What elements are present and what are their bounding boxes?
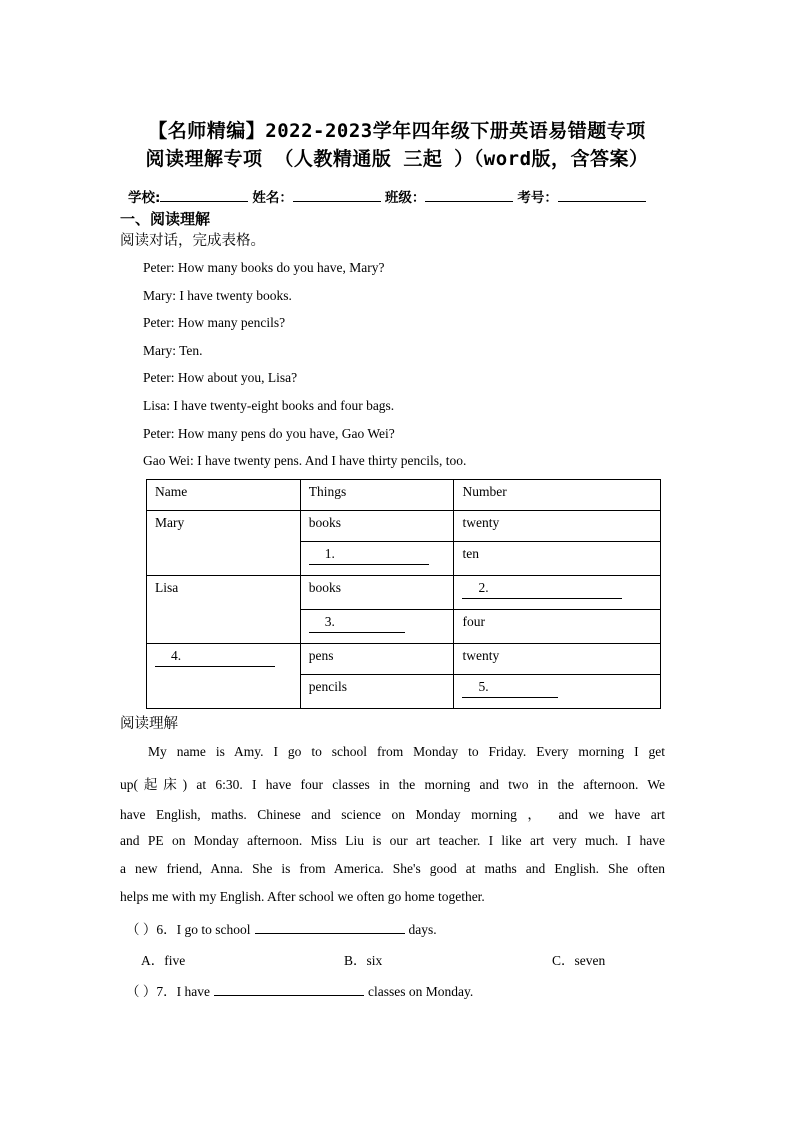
cell-blank-5 bbox=[454, 675, 661, 709]
cell-pens: pens bbox=[300, 644, 454, 675]
section-2-heading: 阅读理解 bbox=[120, 716, 178, 732]
table-row bbox=[147, 576, 661, 610]
option-b[interactable]: B．six bbox=[344, 953, 383, 968]
section-1-heading: 一、阅读理解 bbox=[120, 210, 211, 228]
exam-no-label: 考号： bbox=[517, 190, 558, 206]
dialogue-line: Peter: How about you, Lisa? bbox=[143, 370, 298, 385]
cell-lisa-books: books bbox=[300, 576, 454, 610]
table-header-row bbox=[147, 480, 661, 511]
passage-line: helps me with my English. After school we often go home together. bbox=[120, 889, 485, 904]
passage-line: My name is Amy. I go to school from Monday to Friday. Every morning I get bbox=[148, 744, 665, 759]
passage-line: have English, maths. Chinese and science on Monday morning ， and we have art bbox=[120, 807, 665, 822]
name-label: 姓名： bbox=[252, 190, 293, 206]
dialogue-line: Peter: How many books do you have, Mary? bbox=[143, 260, 385, 275]
class-label: 班级： bbox=[384, 190, 426, 206]
dialogue-line: Mary: I have twenty books. bbox=[143, 288, 292, 303]
cell-lisa: Lisa bbox=[147, 576, 301, 644]
table-row bbox=[147, 644, 661, 675]
question-6 bbox=[126, 918, 437, 938]
instruction: 阅读对话，完成表格。 bbox=[120, 233, 265, 249]
table-row bbox=[147, 511, 661, 542]
cell-blank-4 bbox=[147, 644, 301, 709]
answer-blank-5[interactable]: 5. bbox=[462, 679, 558, 698]
cell-blank-1 bbox=[300, 542, 454, 576]
question-7-blank[interactable] bbox=[214, 981, 364, 996]
answer-blank-3[interactable]: 3. bbox=[309, 614, 405, 633]
cell-lisa-four: four bbox=[454, 610, 661, 644]
title-line-2: 阅读理解专项 （人教精通版 三起 ）（word版，含答案） bbox=[145, 148, 649, 170]
exam-no-field[interactable] bbox=[558, 187, 646, 202]
cell-blank-2 bbox=[454, 576, 661, 610]
dialogue-line: Peter: How many pencils? bbox=[143, 315, 286, 330]
answer-table bbox=[146, 479, 661, 709]
title-line-1: 【名师精编】2022-2023学年四年级下册英语易错题专项 bbox=[148, 120, 646, 142]
header-number: Number bbox=[454, 480, 661, 511]
header-things: Things bbox=[300, 480, 454, 511]
passage-line: a new friend, Anna. She is from America. She's good at maths and English. She often bbox=[120, 861, 665, 876]
answer-blank-4[interactable]: 4. bbox=[155, 648, 275, 667]
option-c[interactable]: C．seven bbox=[552, 953, 606, 968]
cell-pencils: pencils bbox=[300, 675, 454, 709]
student-info-line bbox=[128, 186, 650, 206]
question-6-suffix: days. bbox=[408, 922, 437, 937]
cell-pens-num: twenty bbox=[454, 644, 661, 675]
question-7 bbox=[126, 980, 473, 1000]
cell-mary-books: books bbox=[300, 511, 454, 542]
dialogue-line: Lisa: I have twenty-eight books and four bags. bbox=[143, 398, 395, 413]
question-6-blank[interactable] bbox=[255, 919, 405, 934]
question-7-suffix: classes on Monday. bbox=[367, 984, 474, 999]
cell-mary-books-num: twenty bbox=[454, 511, 661, 542]
option-a[interactable]: A．five bbox=[141, 953, 186, 968]
header-name: Name bbox=[147, 480, 301, 511]
cell-mary-ten: ten bbox=[454, 542, 661, 576]
dialogue-line: Gao Wei: I have twenty pens. And I have thirty pencils, too. bbox=[143, 453, 467, 468]
class-field[interactable] bbox=[425, 187, 513, 202]
school-field[interactable] bbox=[160, 187, 248, 202]
passage-line: up(起床) at 6:30. I have four classes in the morning and two in the afternoon. We bbox=[120, 777, 665, 792]
question-7-prefix: （ ）7．I have bbox=[126, 984, 210, 999]
name-field[interactable] bbox=[293, 187, 381, 202]
dialogue-line: Mary: Ten. bbox=[143, 343, 203, 358]
school-label: 学校: bbox=[128, 190, 161, 206]
answer-blank-2[interactable]: 2. bbox=[462, 580, 622, 599]
question-6-prefix: （ ）6．I go to school bbox=[126, 922, 251, 937]
answer-blank-1[interactable]: 1. bbox=[309, 546, 429, 565]
passage-line: and PE on Monday afternoon. Miss Liu is our art teacher. I like art very much. I have bbox=[120, 833, 665, 848]
dialogue-line: Peter: How many pens do you have, Gao Wei? bbox=[143, 426, 395, 441]
cell-blank-3 bbox=[300, 610, 454, 644]
cell-mary: Mary bbox=[147, 511, 301, 576]
